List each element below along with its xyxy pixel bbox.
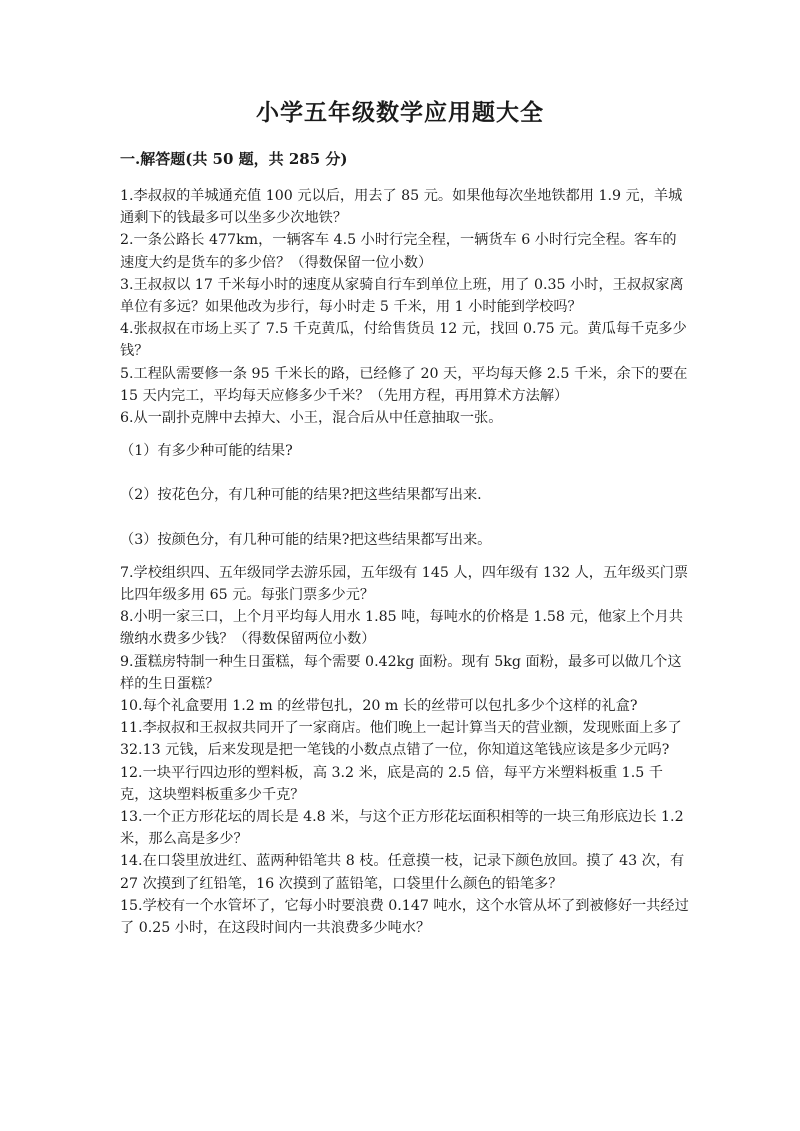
sub-question-1: （1）有多少种可能的结果?: [120, 443, 293, 460]
question-5: 5.工程队需要修一条 95 千米长的路，已经修了 20 天，平均每天修 2.5 千米，余下的要在 15 天内完工，平均每天应修多少千米？（先用方程，再用算术方法解）: [120, 365, 688, 404]
sub-question-2: （2）按花色分，有几种可能的结果?把这些结果都写出来.: [120, 487, 482, 504]
question-2: 2.一条公路长 477km，一辆客车 4.5 小时行完全程，一辆货车 6 小时行完全程。客车的速度大约是货车的多少倍？（得数保留一位小数）: [120, 232, 677, 271]
question-6: 6.从一副扑克牌中去掉大、小王，混合后从中任意抽取一张。: [120, 410, 503, 427]
sub-question-list: [120, 440, 690, 551]
question-4: 4.张叔叔在市场上买了 7.5 千克黄瓜，付给售货员 12 元，找回 0.75 元。黄瓜每千克多少钱？: [120, 321, 687, 360]
question-12: 12.一块平行四边形的塑料板，高 3.2 米，底是高的 2.5 倍，每平方米塑料板重 1.5 千克，这块塑料板重多少千克？: [120, 764, 663, 803]
question-13: 13.一个正方形花坛的周长是 4.8 米，与这个正方形花坛面积相等的一块三角形底边长 1.2 米，那么高是多少？: [120, 809, 684, 848]
question-15: 15.学校有一个水管坏了，它每小时要浪费 0.147 吨水，这个水管从坏了到被修好一共经过了 0.25 小时，在这段时间内一共浪费多少吨水？: [120, 897, 689, 937]
question-3: 3.王叔叔以 17 千米每小时的速度从家骑自行车到单位上班，用了 0.35 小时，王叔叔家离单位有多远？如果他改为步行，每小时走 5 千米，用 1 小时能到学校吗？: [120, 276, 684, 316]
question-14: 14.在口袋里放进红、蓝两种铅笔共 8 枝。任意摸一枝，记录下颜色放回。摸了 43 次，有 27 次摸到了红铅笔，16 次摸到了蓝铅笔，口袋里什么颜色的铅笔多？: [120, 853, 685, 892]
question-1: 1.李叔叔的羊城通充值 100 元以后，用去了 85 元。如果他每次坐地铁都用 1.9 元，羊城通剩下的钱最多可以坐多少次地铁？: [120, 188, 683, 227]
document-title: 小学五年级数学应用题大全: [256, 99, 544, 126]
question-11: 11.李叔叔和王叔叔共同开了一家商店。他们晚上一起计算当天的营业额，发现账面上多了 32.13 元钱，后来发现是把一笔钱的小数点点错了一位，你知道这笔钱应该是多少元吗?: [120, 720, 682, 759]
sub-question-3: （3）按颜色分，有几种可能的结果?把这些结果都写出来。: [120, 531, 492, 548]
question-10: 10.每个礼盒要用 1.2 m 的丝带包扎，20 m 长的丝带可以包扎多少个这样的礼盒?: [120, 698, 638, 715]
question-9: 9.蛋糕房特制一种生日蛋糕，每个需要 0.42kg 面粉。现有 5kg 面粉，最多可以做几个这样的生日蛋糕？: [120, 653, 682, 692]
question-8: 8.小明一家三口，上个月平均每人用水 1.85 吨，每吨水的价格是 1.58 元，他家上个月共缴纳水费多少钱？（得数保留两位小数）: [120, 609, 683, 648]
section-heading: 一.解答题(共 50 题，共 285 分): [120, 150, 348, 168]
question-list: [120, 185, 690, 939]
question-7: 7.学校组织四、五年级同学去游乐园，五年级有 145 人，四年级有 132 人，五年级买门票比四年级多用 65 元。每张门票多少元？: [120, 564, 689, 604]
